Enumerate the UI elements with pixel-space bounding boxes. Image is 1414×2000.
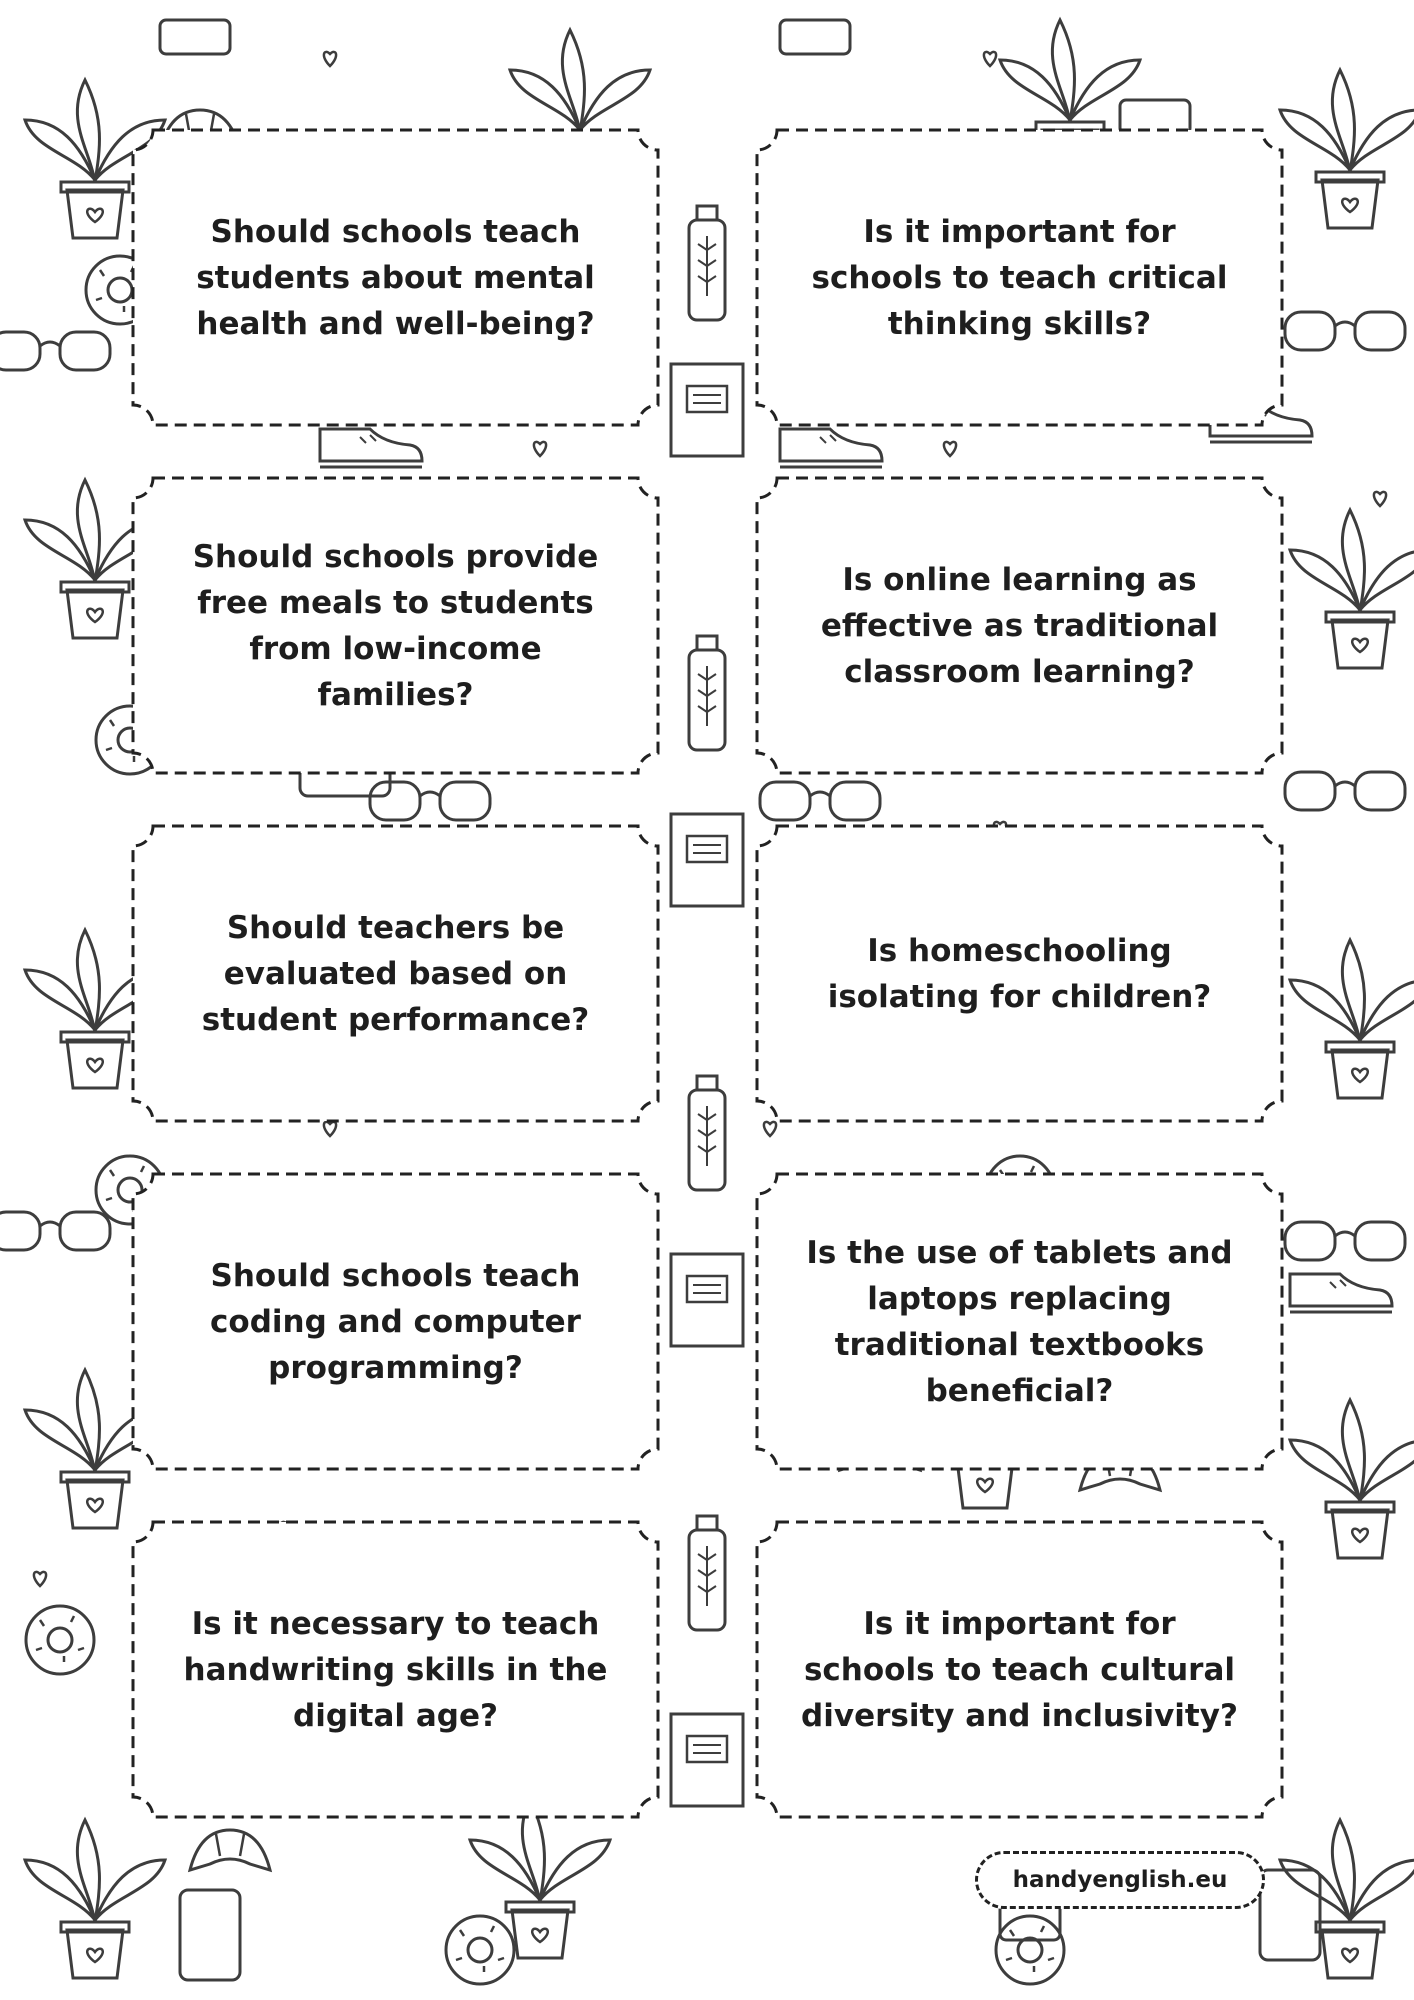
question-card-8 <box>767 1184 1272 1459</box>
question-card-3 <box>143 488 648 763</box>
question-text: Should schools teach coding and computer programming? <box>210 1257 581 1386</box>
question-text: Is the use of tablets and laptops replacing traditional textbooks beneficial? <box>806 1234 1233 1409</box>
question-text: Is it necessary to teach handwriting skills in the digital age? <box>183 1605 608 1734</box>
question-card-4 <box>767 488 1272 763</box>
question-text: Is it important for schools to teach cultural diversity and inclusivity? <box>801 1605 1238 1734</box>
question-card-2 <box>767 140 1272 415</box>
site-branding-label: handyenglish.eu <box>975 1851 1265 1909</box>
question-card-6 <box>767 836 1272 1111</box>
question-text: Is online learning as effective as traditional classroom learning? <box>820 561 1219 690</box>
question-text: Is homeschooling isolating for children? <box>827 932 1212 1015</box>
question-card-1 <box>143 140 648 415</box>
question-card-7 <box>143 1184 648 1459</box>
question-card-9 <box>143 1532 648 1807</box>
question-text: Should schools provide free meals to students from low-income families? <box>192 538 599 713</box>
question-text: Is it important for schools to teach critical thinking skills? <box>811 213 1228 342</box>
question-text: Should schools teach students about mental health and well-being? <box>196 213 595 342</box>
question-card-10 <box>767 1532 1272 1807</box>
question-card-5 <box>143 836 648 1111</box>
question-text: Should teachers be evaluated based on student performance? <box>201 909 590 1038</box>
